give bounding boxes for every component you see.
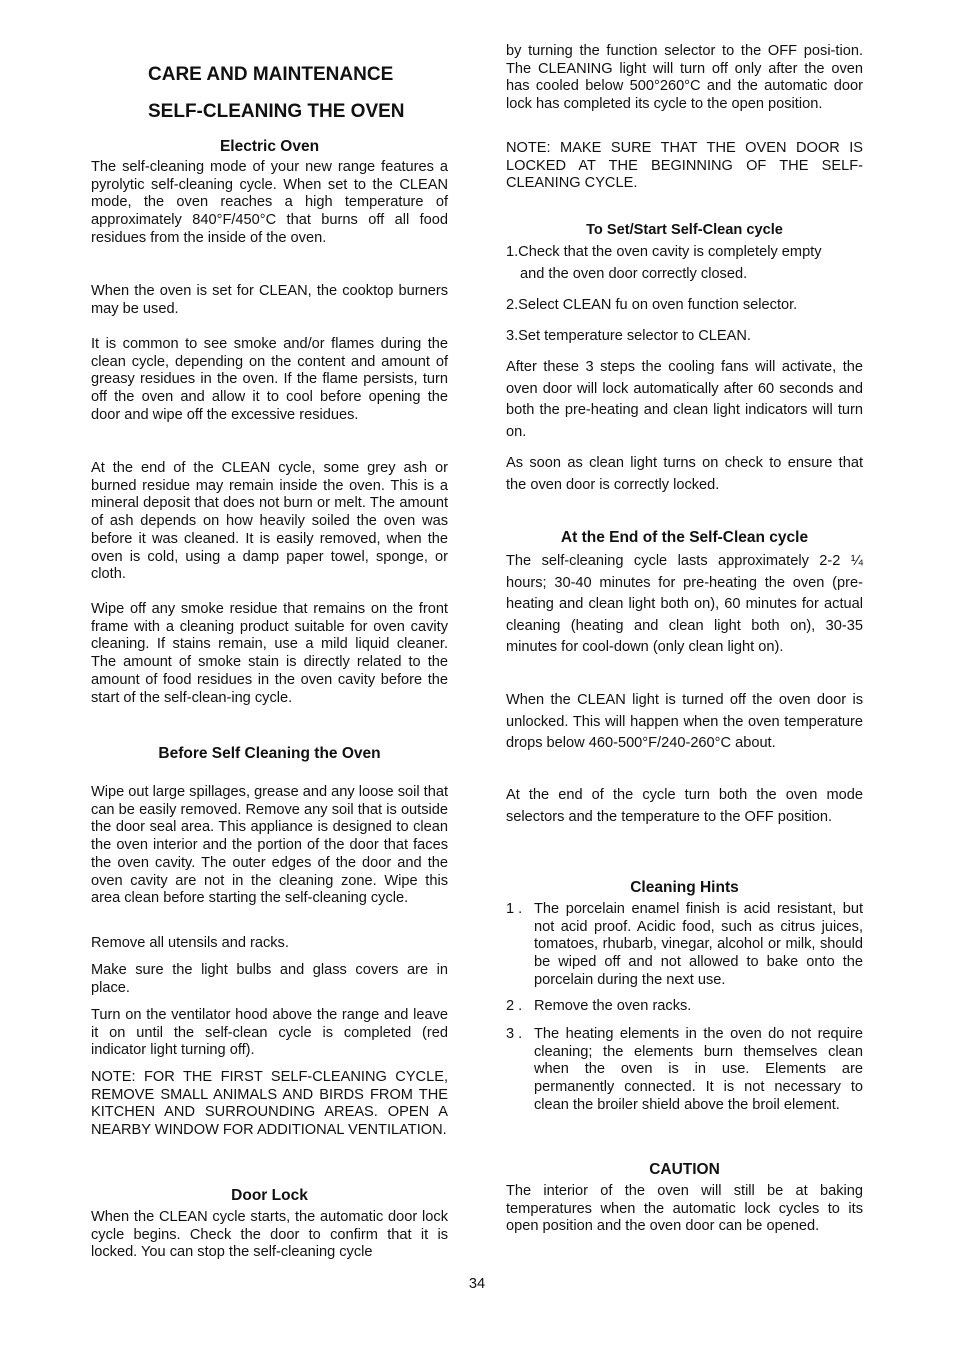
paragraph: Wipe out large spillages, grease and any loose soil that can be easily removed. Remove any soil that is outside the door seal area. This appliance is designed to clean the oven interior and the portion of the door that faces the oven cavity. The outer edges of the door and the oven cavity are not in the cleaning zone. Wipe this area clean before starting the self-cleaning cycle. — [91, 784, 448, 907]
list-item — [506, 901, 863, 990]
set-start-heading: To Set/Start Self-Clean cycle — [586, 222, 783, 238]
list-text: The porcelain enamel finish is acid resistant, but not acid proof. Acidic food, such as citrus juices, tomatoes, rhubarb, vinegar, alcohol or milk, should be wiped off and not allowed to bake onto the porcelain during the next use. — [534, 901, 863, 988]
paragraph: Remove all utensils and racks. — [91, 935, 289, 951]
section-title: SELF-CLEANING THE OVEN — [148, 101, 405, 122]
list-item — [506, 998, 863, 1016]
list-item — [506, 1026, 863, 1115]
paragraph: At the end of the cycle turn both the oven mode selectors and the temperature to the OFF position. — [506, 787, 863, 825]
list-number: 3 . — [506, 1026, 523, 1042]
note-paragraph: NOTE: FOR THE FIRST SELF-CLEANING CYCLE, REMOVE SMALL ANIMALS AND BIRDS FROM THE KITCHEN AND SURROUNDING AREAS. OPEN A NEARBY WINDOW FOR ADDITIONAL VENTILATION. — [91, 1069, 448, 1139]
paragraph: At the end of the CLEAN cycle, some grey ash or burned residue may remain inside the oven. This is a mineral deposit that does not burn or melt. The amount of ash depends on how heavily soiled the oven was before it was cleaned. It is easily removed, when the oven is cold, using a damp paper towel, sponge, or cloth. — [91, 460, 448, 583]
paragraph: Turn on the ventilator hood above the range and leave it on until the self-clean cycle is completed (red indicator light turning off). — [91, 1007, 448, 1059]
paragraph: It is common to see smoke and/or flames during the clean cycle, depending on the content and amount of greasy residues in the oven. If the flame persists, turn off the oven and allow it to cool before opening the door and wipe off the excessive residues. — [91, 336, 448, 423]
electric-oven-heading: Electric Oven — [219, 138, 320, 155]
end-cycle-heading: At the End of the Self-Clean cycle — [560, 529, 809, 546]
paragraph: When the CLEAN cycle starts, the automatic door lock cycle begins. Check the door to confirm that it is locked. You can stop the self-cleaning cycle — [91, 1209, 448, 1261]
caution-paragraph: The interior of the oven will still be at baking temperatures when the automatic lock cycles to its open position and the oven door can be opened. — [506, 1183, 863, 1235]
page-number: 34 — [468, 1276, 486, 1292]
paragraph: When the oven is set for CLEAN, the cooktop burners may be used. — [91, 283, 448, 317]
paragraph: The self-cleaning mode of your new range features a pyrolytic self-cleaning cycle. When set to the CLEAN mode, the oven reaches a high temperature of approximately 840°F/450°C that burns off all food residues from the inside of the oven. — [91, 159, 448, 246]
paragraph: As soon as clean light turns on check to ensure that the oven door is correctly locked. — [506, 455, 863, 493]
list-text: Remove the oven racks. — [534, 998, 692, 1014]
step-item — [506, 242, 863, 285]
paragraph: by turning the function selector to the OFF posi-tion. The CLEANING light will turn off only after the oven has cooled below 500°260°C and the automatic door lock has completed its cycle to the open position. — [506, 43, 863, 113]
caution-heading: CAUTION — [649, 1161, 720, 1178]
list-text: The heating elements in the oven do not require cleaning; the elements burn themselves clean when the oven is in use. Elements are permanently connected. It is not necessary to clean the broiler shield above the broil element. — [534, 1026, 863, 1113]
list-number: 1 . — [506, 901, 523, 917]
step-text: and the oven door correctly closed. — [520, 265, 748, 282]
door-lock-heading: Door Lock — [231, 1187, 308, 1204]
note-paragraph: NOTE: MAKE SURE THAT THE OVEN DOOR IS LOCKED AT THE BEGINNING OF THE SELF-CLEANING CYCLE. — [506, 140, 863, 192]
step-text: 1.Check that the oven cavity is completely empty — [506, 244, 822, 260]
paragraph: The self-cleaning cycle lasts approximately 2-2 ¼ hours; 30-40 minutes for pre-heating the oven (pre-heating and clean light both on), 60 minutes for actual cleaning (heating and clean light both on), 30-35 minutes for cool-down (only clean light on). — [506, 553, 863, 656]
paragraph: Wipe off any smoke residue that remains on the front frame with a cleaning product suitable for oven cavity cleaning. If stains remain, use a mild liquid cleaner. The amount of smoke stain is directly related to the amount of food residues in the oven cavity before the start of the self-clean-ing cycle. — [91, 601, 448, 706]
step-item: 2.Select CLEAN fu on oven function selector. — [506, 297, 798, 313]
before-cleaning-heading: Before Self Cleaning the Oven — [158, 745, 381, 762]
step-item: 3.Set temperature selector to CLEAN. — [506, 328, 751, 344]
paragraph: After these 3 steps the cooling fans will activate, the oven door will lock automatically after 60 seconds and both the pre-heating and clean light indicators will turn on. — [506, 359, 863, 440]
cleaning-hints-heading: Cleaning Hints — [630, 879, 739, 896]
paragraph: When the CLEAN light is turned off the oven door is unlocked. This will happen when the oven temperature drops below 460-500°F/240-260°C about. — [506, 692, 863, 752]
paragraph: Make sure the light bulbs and glass covers are in place. — [91, 962, 448, 996]
list-number: 2 . — [506, 998, 523, 1014]
page-title: CARE AND MAINTENANCE — [148, 64, 394, 85]
